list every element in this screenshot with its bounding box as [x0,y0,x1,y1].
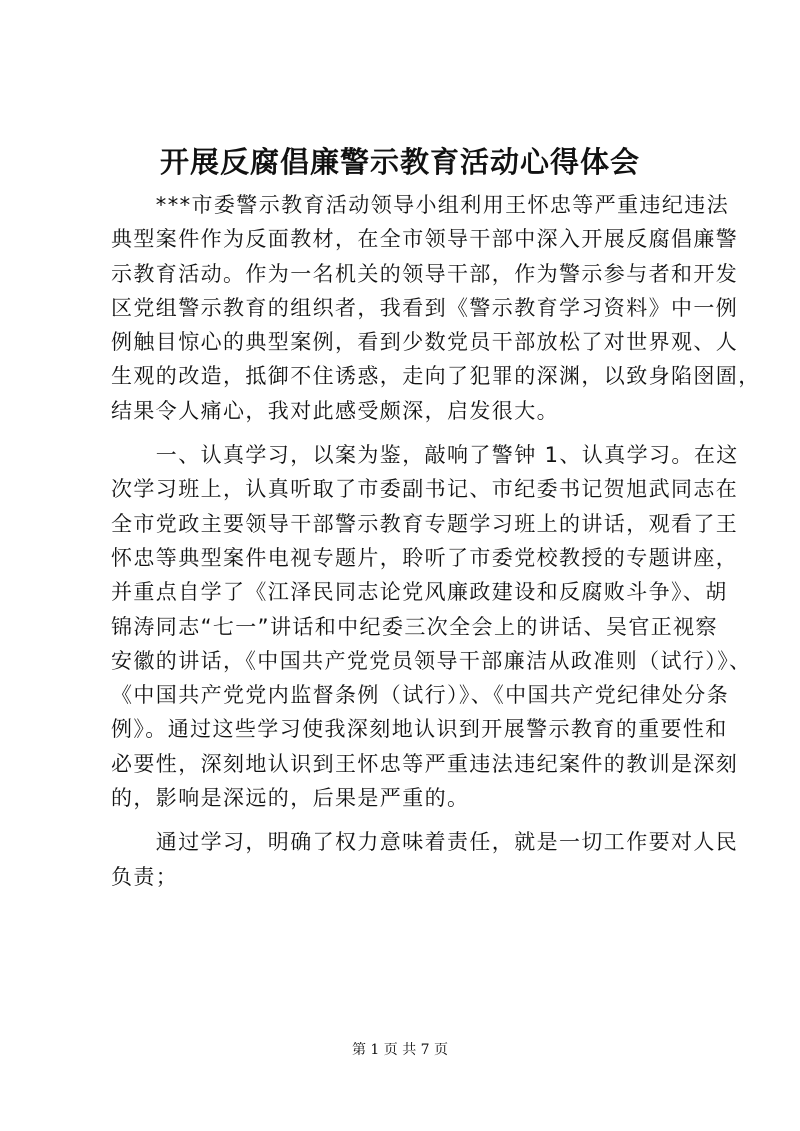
text-line: 负责； [111,864,179,889]
text-line: 典型案件作为反面教材，在全市领导干部中深入开展反腐倡廉警 [111,227,739,252]
text-line: 全市党政主要领导干部警示教育专题学习班上的讲话，观看了王 [111,511,739,536]
text-line: 示教育活动。作为一名机关的领导干部，作为警示参与者和开发 [111,261,739,286]
text-line: 《中国共产党党内监督条例（试行）》、《中国共产党纪律处分条 [111,683,730,708]
text-line: 锦涛同志“七一”讲话和中纪委三次全会上的讲话、吴官正视察 [111,614,718,639]
document-title: 开展反腐倡廉警示教育活动心得体会 [159,145,640,179]
text-line: 的，影响是深远的，后果是严重的。 [111,786,470,811]
text-line: 生观的改造，抵御不住诱惑，走向了犯罪的深渊，以致身陷囹圄， [111,364,761,389]
text-line: 安徽的讲话，《中国共产党党员领导干部廉洁从政准则（试行）》、 [111,648,752,673]
text-line: 怀忠等典型案件电视专题片，聆听了市委党校教授的专题讲座， [111,545,739,570]
document-body [111,188,761,894]
page-footer: 第 1 页 共 7 页 [351,1042,449,1058]
text-line: 必要性，深刻地认识到王怀忠等严重违法违纪案件的教训是深刻 [111,751,739,776]
text-line: ***市委警示教育活动领导小组利用王怀忠等严重违纪违法 [111,193,730,217]
text-line: 例触目惊心的典型案例，看到少数党员干部放松了对世界观、人 [111,330,739,355]
paragraph-3 [111,825,739,894]
paragraph-1 [111,188,761,428]
paragraph-2 [111,438,752,815]
text-line: 通过学习，明确了权力意味着责任，就是一切工作要对人民 [111,830,739,855]
text-line: 并重点自学了《江泽民同志论党风廉政建设和反腐败斗争》、胡 [111,580,728,605]
text-line: 结果令人痛心，我对此感受颇深，启发很大。 [111,398,559,423]
text-line: 次学习班上，认真听取了市委副书记、市纪委书记贺旭武同志在 [111,477,739,502]
text-line: 区党组警示教育的组织者，我看到《警示教育学习资料》中一例 [111,295,739,320]
text-line: 例》。通过这些学习使我深刻地认识到开展警示教育的重要性和 [111,717,728,742]
text-line: 一、认真学习，以案为鉴，敲响了警钟 1、认真学习。在这 [111,443,739,468]
paragraph-gap [111,428,711,438]
paragraph-gap [111,815,711,825]
